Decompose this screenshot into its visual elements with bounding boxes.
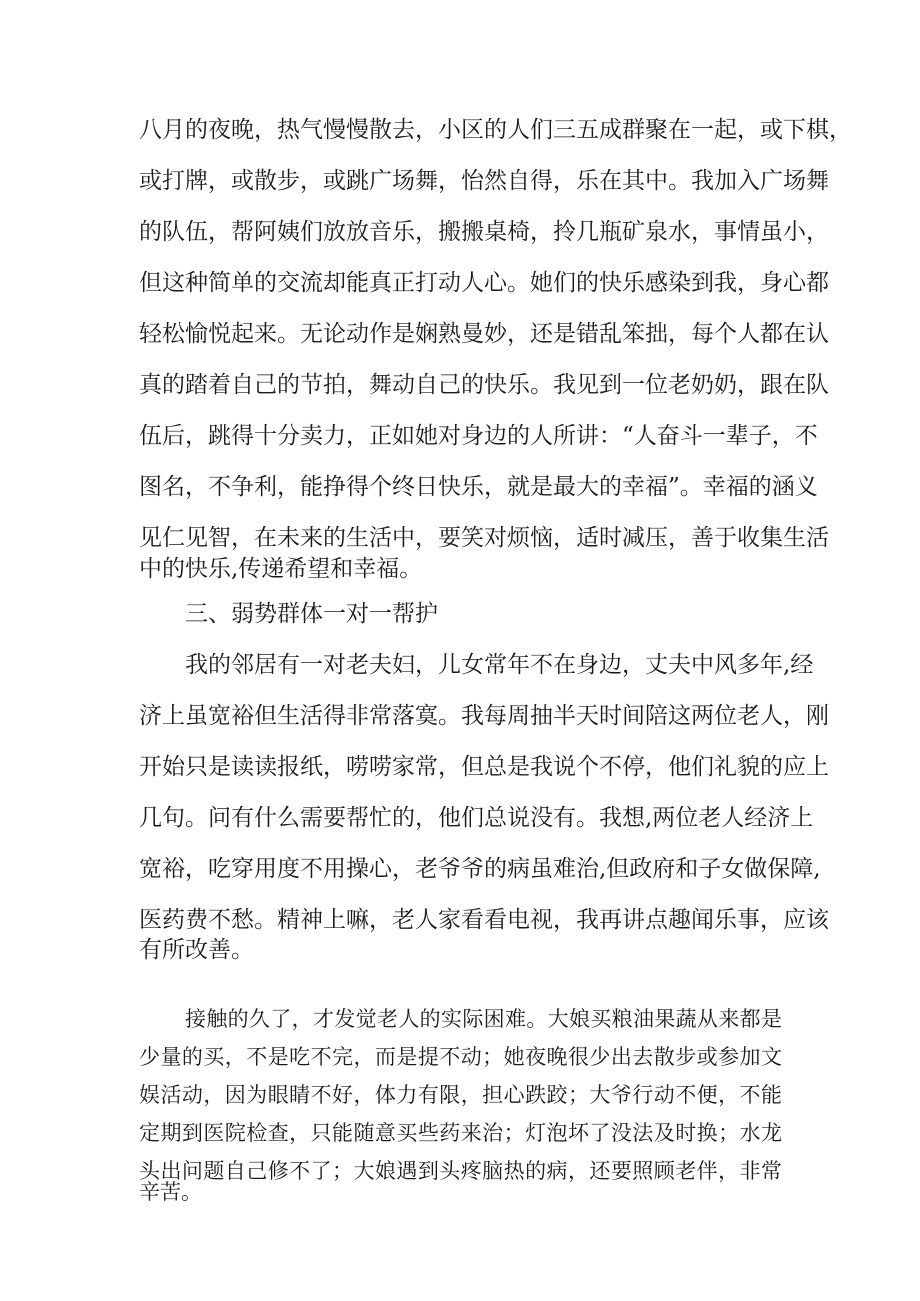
text-line: 少量的买，不是吃不完，而是提不动；她夜晚很少出去散步或参加文 — [139, 1045, 782, 1069]
text-line: 但这种简单的交流却能真正打动人心。她们的快乐感染到我，身心都 — [139, 270, 829, 296]
text-line: 开始只是读读报纸，唠唠家常，但总是我说个不停，他们礼貌的应上 — [139, 754, 829, 780]
text-line: 娱活动，因为眼睛不好，体力有限，担心跌跤；大爷行动不便，不能 — [139, 1083, 782, 1107]
text-line: 几句。问有什么需要帮忙的，他们总说没有。我想,两位老人经济上 — [139, 805, 814, 831]
text-line: 医药费不愁。精神上嘛，老人家看看电视，我再讲点趣闻乐事，应该 — [139, 907, 829, 933]
section-heading: 三、弱势群体一对一帮护 — [185, 601, 438, 627]
text-line: 济上虽宽裕但生活得非常落寞。我每周抽半天时间陪这两位老人，刚 — [139, 703, 829, 729]
text-line: 头出问题自己修不了；大娘遇到头疼脑热的病，还要照顾老伴，非常 — [139, 1159, 782, 1183]
text-line: 八月的夜晚，热气慢慢散去，小区的人们三五成群聚在一起，或下棋， — [139, 117, 852, 143]
text-line: 轻松愉悦起来。无论动作是娴熟曼妙，还是错乱笨拙，每个人都在认 — [139, 321, 829, 347]
text-line: 或打牌，或散步，或跳广场舞，怡然自得，乐在其中。我加入广场舞 — [139, 168, 829, 194]
text-line: 中的快乐,传递希望和幸福。 — [139, 556, 423, 582]
text-line: 伍后，跳得十分卖力，正如她对身边的人所讲：“人奋斗一辈子，不 — [139, 423, 818, 449]
text-line: 见仁见智，在未来的生活中，要笑对烦恼，适时减压，善于收集生活 — [139, 525, 829, 551]
text-line: 有所改善。 — [139, 937, 254, 963]
text-line: 接触的久了，才发觉老人的实际困难。大娘买粮油果蔬从来都是 — [185, 1007, 782, 1031]
text-line: 图名，不争利，能挣得个终日快乐，就是最大的幸福”。幸福的涵义 — [139, 474, 818, 500]
text-line: 真的踏着自己的节拍，舞动自己的快乐。我见到一位老奶奶，跟在队 — [139, 372, 829, 398]
text-line: 的队伍，帮阿姨们放放音乐，搬搬桌椅，拎几瓶矿泉水，事情虽小， — [139, 219, 829, 245]
text-line: 定期到医院检查，只能随意买些药来治；灯泡坏了没法及时换；水龙 — [139, 1121, 782, 1145]
text-line: 宽裕，吃穿用度不用操心，老爷爷的病虽难治,但政府和子女做保障, — [139, 856, 821, 882]
text-line: 我的邻居有一对老夫妇，儿女常年不在身边，丈夫中风多年,经 — [185, 652, 814, 678]
text-line: 辛苦。 — [139, 1180, 202, 1204]
